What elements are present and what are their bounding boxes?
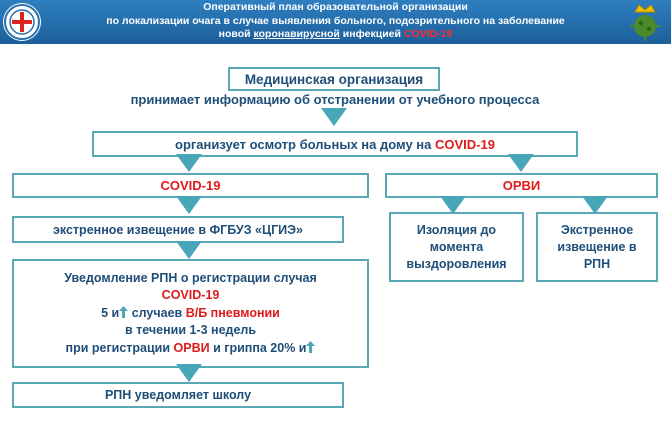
orvi-box: ОРВИ bbox=[385, 173, 658, 198]
arrow-up-icon bbox=[306, 341, 315, 353]
isolation-box: Изоляция до момента выздоровления bbox=[389, 212, 524, 282]
receives-info-text: принимает информацию об отстранении от учебного процесса bbox=[130, 92, 540, 107]
arrow-down-icon bbox=[176, 154, 202, 172]
arrow-up-icon bbox=[119, 306, 128, 318]
emergency-notice-box: экстренное извещение в ФГБУЗ «ЦГИЭ» bbox=[12, 216, 344, 243]
header-title: Оперативный план образовательной организации по локализации очага в случае выявления больного, подозрительного на заболевание новой коронавирусной инфекцией COVID-19 bbox=[106, 1, 565, 40]
emergency-rpn-box: Экстренное извещение в РПН bbox=[536, 212, 658, 282]
arrow-down-icon bbox=[176, 241, 202, 259]
medical-organization-box: Медицинская организация bbox=[228, 67, 440, 91]
arrow-down-icon bbox=[321, 108, 347, 126]
arrow-down-icon bbox=[176, 364, 202, 382]
covid-box: COVID-19 bbox=[12, 173, 369, 198]
school-notice-box: РПН уведомляет школу bbox=[12, 382, 344, 408]
medical-emblem-icon bbox=[3, 3, 41, 41]
home-exam-box: организует осмотр больных на дому на COVID-19 bbox=[92, 131, 578, 157]
arrow-down-icon bbox=[176, 196, 202, 214]
arrow-down-icon bbox=[508, 154, 534, 172]
coronavirus-icon bbox=[625, 2, 665, 42]
rpn-notification-box: Уведомление РПН о регистрации случая COVID-19 5 и случаев В/Б пневмонии в течении 1-3 недель при регистрации ОРВИ и гриппа 20% и bbox=[12, 259, 369, 368]
header-banner bbox=[0, 0, 671, 44]
